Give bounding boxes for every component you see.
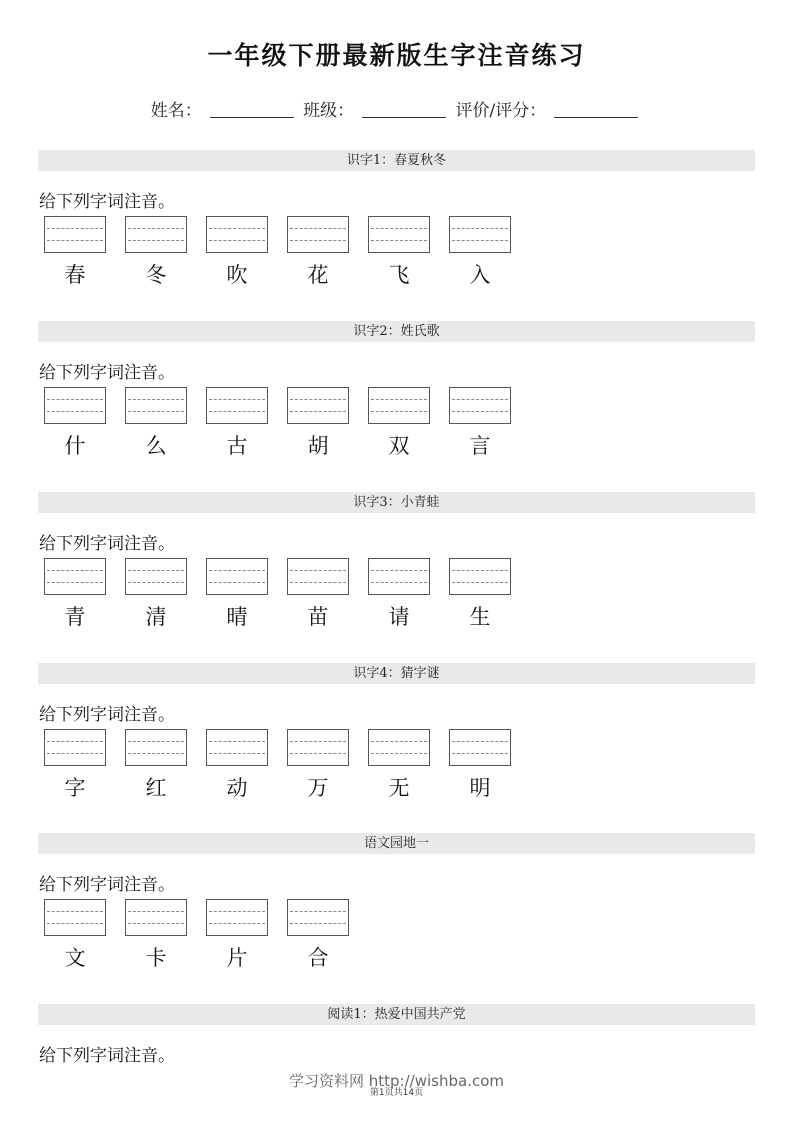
character-cell [281, 387, 343, 460]
section-instruction: 给下列字词注音。 [39, 705, 175, 725]
pinyin-guide-line [128, 240, 184, 241]
character-cell [281, 216, 343, 289]
hanzi-character: 双 [388, 434, 410, 458]
character-row [38, 899, 755, 979]
hanzi-character: 言 [469, 434, 491, 458]
character-row [38, 216, 755, 296]
pinyin-writing-box[interactable] [125, 387, 187, 424]
character-cell [281, 729, 343, 802]
hanzi-character: 吹 [226, 263, 248, 287]
pinyin-writing-box[interactable] [44, 729, 106, 766]
hanzi-character: 万 [307, 776, 329, 800]
exercise-section [38, 1004, 755, 1066]
character-cell [200, 899, 262, 972]
hanzi-character: 青 [64, 605, 86, 629]
hanzi-character: 花 [307, 263, 329, 287]
character-cell [119, 558, 181, 631]
score-label: 评价/评分： [455, 101, 547, 121]
hanzi-character: 文 [64, 946, 86, 970]
pinyin-writing-box[interactable] [125, 899, 187, 936]
character-cell [362, 216, 424, 289]
hanzi-character: 古 [226, 434, 248, 458]
pinyin-writing-box[interactable] [125, 558, 187, 595]
hanzi-character: 么 [145, 434, 167, 458]
hanzi-character: 片 [226, 946, 248, 970]
name-label: 姓名： [150, 101, 202, 121]
hanzi-character: 春 [64, 263, 86, 287]
pinyin-guide-line [452, 228, 508, 229]
pinyin-guide-line [452, 411, 508, 412]
class-label: 班级： [303, 101, 355, 121]
character-cell [119, 729, 181, 802]
pinyin-writing-box[interactable] [449, 558, 511, 595]
pinyin-writing-box[interactable] [368, 729, 430, 766]
exercise-section [38, 321, 755, 467]
section-heading: 识字4：猜字谜 [38, 663, 755, 684]
hanzi-character: 字 [64, 776, 86, 800]
hanzi-character: 请 [388, 605, 410, 629]
character-cell [200, 216, 262, 289]
student-info-line [0, 96, 793, 121]
hanzi-character: 冬 [145, 263, 167, 287]
section-instruction: 给下列字词注音。 [39, 192, 175, 212]
pinyin-writing-box[interactable] [368, 558, 430, 595]
character-cell [38, 558, 100, 631]
hanzi-character: 卡 [145, 946, 167, 970]
pinyin-guide-line [209, 411, 265, 412]
pinyin-guide-line [128, 923, 184, 924]
section-instruction: 给下列字词注音。 [39, 363, 175, 383]
character-cell [443, 558, 505, 631]
character-cell [443, 216, 505, 289]
pinyin-writing-box[interactable] [44, 387, 106, 424]
pinyin-guide-line [371, 240, 427, 241]
pinyin-guide-line [47, 923, 103, 924]
pinyin-writing-box[interactable] [368, 387, 430, 424]
section-instruction: 给下列字词注音。 [39, 875, 175, 895]
character-cell [119, 387, 181, 460]
hanzi-character: 红 [145, 776, 167, 800]
character-cell [200, 729, 262, 802]
pinyin-guide-line [47, 753, 103, 754]
pinyin-guide-line [452, 582, 508, 583]
pinyin-writing-box[interactable] [125, 216, 187, 253]
pinyin-guide-line [128, 741, 184, 742]
score-blank[interactable] [554, 99, 638, 118]
hanzi-character: 飞 [388, 263, 410, 287]
page-title: 一年级下册最新版生字注音练习 [207, 41, 586, 70]
pinyin-guide-line [290, 741, 346, 742]
hanzi-character: 苗 [307, 605, 329, 629]
pinyin-guide-line [47, 240, 103, 241]
pinyin-guide-line [128, 411, 184, 412]
pinyin-writing-box[interactable] [44, 558, 106, 595]
class-blank[interactable] [362, 99, 446, 118]
section-heading: 识字3：小青蛙 [38, 492, 755, 513]
character-cell [362, 558, 424, 631]
section-instruction: 给下列字词注音。 [39, 534, 175, 554]
hanzi-character: 什 [64, 434, 86, 458]
character-cell [362, 387, 424, 460]
character-cell [38, 216, 100, 289]
pinyin-writing-box[interactable] [287, 387, 349, 424]
pinyin-writing-box[interactable] [449, 216, 511, 253]
pinyin-guide-line [452, 240, 508, 241]
pinyin-guide-line [290, 399, 346, 400]
pinyin-guide-line [47, 570, 103, 571]
pinyin-writing-box[interactable] [449, 387, 511, 424]
pinyin-guide-line [47, 411, 103, 412]
hanzi-character: 动 [226, 776, 248, 800]
pinyin-guide-line [209, 911, 265, 912]
character-cell [443, 387, 505, 460]
section-heading: 语文园地一 [38, 833, 755, 854]
name-blank[interactable] [210, 99, 294, 118]
pinyin-writing-box[interactable] [368, 216, 430, 253]
pinyin-writing-box[interactable] [287, 899, 349, 936]
pinyin-writing-box[interactable] [44, 899, 106, 936]
pinyin-guide-line [371, 570, 427, 571]
pinyin-writing-box[interactable] [206, 558, 268, 595]
pinyin-writing-box[interactable] [44, 216, 106, 253]
character-cell [119, 216, 181, 289]
hanzi-character: 清 [145, 605, 167, 629]
pinyin-guide-line [209, 570, 265, 571]
character-row [38, 387, 755, 467]
pinyin-guide-line [290, 582, 346, 583]
pinyin-writing-box[interactable] [206, 899, 268, 936]
pinyin-guide-line [290, 570, 346, 571]
pinyin-guide-line [209, 923, 265, 924]
pinyin-guide-line [209, 399, 265, 400]
pinyin-guide-line [209, 741, 265, 742]
character-cell [38, 387, 100, 460]
pinyin-guide-line [209, 582, 265, 583]
pinyin-guide-line [371, 753, 427, 754]
section-heading: 识字1：春夏秋冬 [38, 150, 755, 171]
pinyin-guide-line [47, 741, 103, 742]
character-cell [200, 387, 262, 460]
exercise-section [38, 492, 755, 638]
hanzi-character: 生 [469, 605, 491, 629]
pinyin-guide-line [290, 228, 346, 229]
pinyin-guide-line [209, 240, 265, 241]
character-cell [38, 729, 100, 802]
hanzi-character: 晴 [226, 605, 248, 629]
pinyin-writing-box[interactable] [125, 729, 187, 766]
pinyin-guide-line [290, 753, 346, 754]
hanzi-character: 明 [469, 776, 491, 800]
pinyin-guide-line [290, 911, 346, 912]
pinyin-writing-box[interactable] [287, 558, 349, 595]
pinyin-guide-line [128, 582, 184, 583]
pinyin-guide-line [209, 228, 265, 229]
character-row [38, 729, 755, 809]
pinyin-guide-line [371, 399, 427, 400]
pinyin-guide-line [290, 240, 346, 241]
character-cell [281, 899, 343, 972]
pinyin-guide-line [452, 753, 508, 754]
pinyin-guide-line [128, 228, 184, 229]
character-cell [281, 558, 343, 631]
pinyin-guide-line [47, 582, 103, 583]
section-heading: 识字2：姓氏歌 [38, 321, 755, 342]
pinyin-guide-line [290, 923, 346, 924]
hanzi-character: 无 [388, 776, 410, 800]
character-cell [119, 899, 181, 972]
character-cell [200, 558, 262, 631]
character-cell [362, 729, 424, 802]
exercise-section [38, 150, 755, 296]
pinyin-guide-line [452, 570, 508, 571]
pinyin-guide-line [371, 741, 427, 742]
pinyin-guide-line [371, 582, 427, 583]
pinyin-writing-box[interactable] [206, 729, 268, 766]
hanzi-character: 入 [469, 263, 491, 287]
pinyin-guide-line [128, 753, 184, 754]
pinyin-writing-box[interactable] [449, 729, 511, 766]
pinyin-guide-line [371, 228, 427, 229]
pinyin-writing-box[interactable] [206, 387, 268, 424]
pinyin-guide-line [47, 911, 103, 912]
pinyin-guide-line [452, 741, 508, 742]
pinyin-guide-line [47, 399, 103, 400]
pinyin-guide-line [209, 753, 265, 754]
hanzi-character: 合 [307, 946, 329, 970]
section-instruction: 给下列字词注音。 [39, 1046, 175, 1066]
pinyin-guide-line [452, 399, 508, 400]
pinyin-writing-box[interactable] [287, 216, 349, 253]
pinyin-guide-line [128, 570, 184, 571]
page-number: 第1页共14页 [369, 1088, 424, 1098]
pinyin-writing-box[interactable] [287, 729, 349, 766]
watermark: 学习资料网 http://wishba.com [289, 1072, 504, 1090]
pinyin-guide-line [371, 411, 427, 412]
pinyin-guide-line [128, 399, 184, 400]
pinyin-guide-line [47, 228, 103, 229]
character-row [38, 558, 755, 638]
character-cell [443, 729, 505, 802]
pinyin-guide-line [290, 411, 346, 412]
pinyin-guide-line [128, 911, 184, 912]
section-heading: 阅读1：热爱中国共产党 [38, 1004, 755, 1025]
exercise-section [38, 833, 755, 979]
hanzi-character: 胡 [307, 434, 329, 458]
character-cell [38, 899, 100, 972]
pinyin-writing-box[interactable] [206, 216, 268, 253]
exercise-section [38, 663, 755, 809]
